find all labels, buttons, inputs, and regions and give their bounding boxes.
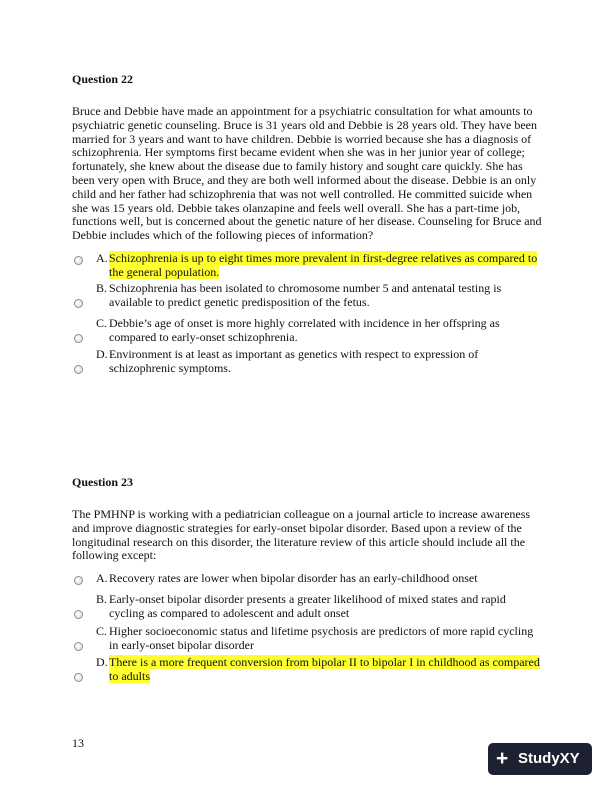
option-text: Schizophrenia is up to eight times more prevalent in first-degree relatives as compared to the general population. xyxy=(109,251,538,279)
question-22-title: Question 22 xyxy=(72,72,134,86)
option-text: Higher socioeconomic status and lifetime psychosis are predictors of more rapid cycling in early-onset bipolar disorder xyxy=(109,624,534,652)
option-text: Environment is at least as important as genetics with respect to expression of schizophrenic symptoms. xyxy=(109,347,479,375)
plus-icon: + xyxy=(496,747,509,770)
radio-button-icon[interactable] xyxy=(74,642,83,651)
option-letter: A. xyxy=(96,571,108,585)
question-23-title: Question 23 xyxy=(72,475,134,489)
option-text: Debbie’s age of onset is more highly correlated with incidence in her offspring as compared to early-onset schizophrenia. xyxy=(109,316,500,344)
option-letter: A. xyxy=(96,251,108,265)
radio-button-icon[interactable] xyxy=(74,299,83,308)
radio-button-icon[interactable] xyxy=(74,256,83,265)
option-letter: C. xyxy=(96,316,108,330)
question-22-text: Bruce and Debbie have made an appointment for a psychiatric consultation for what amounts to psychiatric genetic counseling. Bruce is 31 years old and Debbie is 28 years old. They have been married for 3 years and want to have children. Debbie is worried because she has a diagnosis of schizophrenia. Her symptoms first became evident when she was in her junior year of college; fortunately, she knew about the disease due to family history and sought care quickly. She has been very open with Bruce, and they are both well informed about the disease. Debbie is an only child and her father had schizophrenia that was not well controlled. He committed suicide when she was 15 years old. Debbie takes olanzapine and feels well overall. She has a part-time job, functions well, but is concerned about the genetic nature of her disease. Counseling for Bruce and Debbie includes which of the following pieces of information? xyxy=(72,104,542,243)
radio-button-icon[interactable] xyxy=(74,334,83,343)
option-letter: B. xyxy=(96,592,108,606)
question-23 xyxy=(72,475,542,683)
option-letter: D. xyxy=(96,347,108,361)
page-number: 13 xyxy=(72,736,84,750)
option-text: Schizophrenia has been isolated to chromosome number 5 and antenatal testing is available to predict genetic predisposition of the fetus. xyxy=(109,281,502,309)
question-23-text: The PMHNP is working with a pediatrician colleague on a journal article to increase awareness and improve diagnostic strategies for early-onset bipolar disorder. Based upon a review of the longitudinal research on this disorder, the literature review of this article should include all the following except: xyxy=(72,507,531,563)
option-text: There is a more frequent conversion from bipolar II to bipolar I in childhood as compared to adults xyxy=(109,655,540,683)
option-letter: B. xyxy=(96,281,108,295)
option-letter: D. xyxy=(96,655,108,669)
studyxy-logo xyxy=(488,743,592,775)
brand-name: StudyXY xyxy=(518,750,580,767)
radio-button-icon[interactable] xyxy=(74,365,83,374)
option-text: Recovery rates are lower when bipolar disorder has an early-childhood onset xyxy=(109,571,478,585)
radio-button-icon[interactable] xyxy=(74,576,83,585)
radio-button-icon[interactable] xyxy=(74,673,83,682)
option-letter: C. xyxy=(96,624,108,638)
radio-button-icon[interactable] xyxy=(74,610,83,619)
option-text: Early-onset bipolar disorder presents a greater likelihood of mixed states and rapid cycling as compared to adolescent and adult onset xyxy=(109,592,506,620)
question-22 xyxy=(72,72,542,375)
